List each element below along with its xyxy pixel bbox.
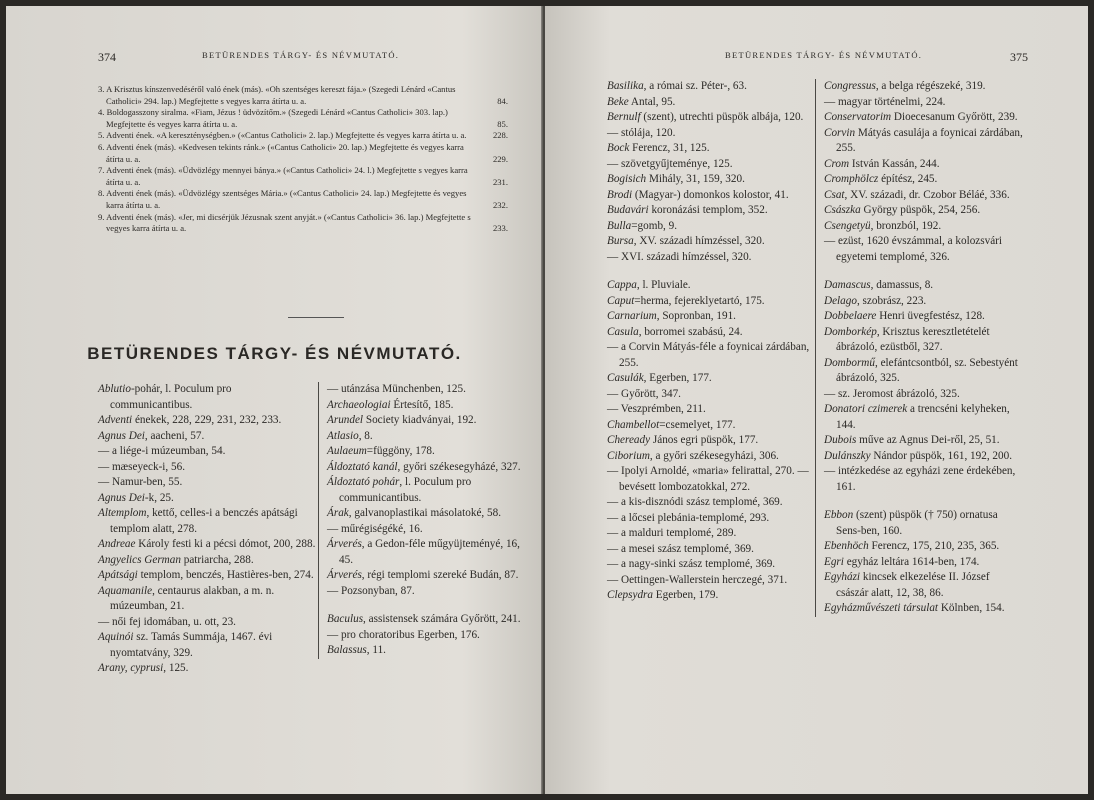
index-entry <box>607 464 813 495</box>
entry-references: — Veszprémben, 211. <box>607 403 706 415</box>
right-page <box>545 6 1088 794</box>
index-entry <box>607 387 813 403</box>
index-entry <box>607 95 813 111</box>
index-entry <box>607 110 813 126</box>
index-entry <box>98 413 316 429</box>
footnote <box>98 188 508 211</box>
index-entry <box>98 630 316 661</box>
entry-term: Conservatorim <box>824 111 892 123</box>
index-entry <box>607 172 813 188</box>
entry-term: Egyházművészeti társulat <box>824 602 939 614</box>
index-entry <box>607 188 813 204</box>
footnote <box>98 130 508 142</box>
index-entry <box>327 475 527 506</box>
index-entry <box>607 141 813 157</box>
entry-references: , l. Poculum pro communicantibus. <box>339 476 472 504</box>
footnote-text: 8. Adventi ének (más). «Üdvözlégy szentséges Mária.» («Cantus Catholici» 24. lap.) Megfejtette és vegyes karra átírta u. a. <box>98 188 467 210</box>
entry-term: Áldoztató pohár <box>327 476 400 488</box>
footnote-page-ref: 228. <box>492 130 508 141</box>
index-entry <box>607 573 813 589</box>
entry-references: — XVI. századi hímzéssel, 320. <box>607 250 752 263</box>
index-entry <box>327 398 527 414</box>
entry-references: György püspök, 254, 256. <box>860 204 981 216</box>
entry-references: , l. Pluviale. <box>636 279 691 291</box>
index-entry <box>824 278 1024 294</box>
entry-term: Cheready <box>607 434 651 446</box>
entry-references: , kettő, celles-i a benczés apátsági templom alatt, 278. <box>110 507 298 535</box>
entry-term: Adventi <box>98 414 133 426</box>
entry-term: Damascus <box>824 279 871 291</box>
entry-term: Carnarium <box>607 310 657 322</box>
entry-references: -k, 25. <box>144 491 174 504</box>
entry-references: -pohár, l. Poculum pro communicantibus. <box>110 383 232 411</box>
entry-references: =csemelyet, 177. <box>659 418 736 431</box>
footnote <box>98 212 508 235</box>
entry-term: Árverés <box>327 569 362 581</box>
page-number: 374 <box>98 50 116 64</box>
index-entry <box>98 568 316 584</box>
index-entry <box>327 537 527 568</box>
left-page <box>6 6 543 794</box>
entry-references: Ferencz, 31, 125. <box>629 142 710 154</box>
index-entry <box>824 309 1024 325</box>
entry-term: Ciborium <box>607 449 650 462</box>
index-entry <box>607 433 813 449</box>
index-entry <box>824 508 1024 539</box>
entry-term: Ebenhöch <box>824 540 869 552</box>
entry-references: =gomb, 9. <box>631 219 678 232</box>
entry-references: — Namur-ben, 55. <box>98 476 183 488</box>
entry-term: Ebbon <box>824 509 854 521</box>
index-entry <box>824 157 1024 173</box>
entry-references: Kölnben, 154. <box>938 602 1005 614</box>
letter-group-gap <box>327 599 527 612</box>
entry-references: , a római sz. Péter-, 63. <box>643 80 747 92</box>
entry-references: =függöny, 178. <box>366 445 435 457</box>
footnote-text: 5. Adventi ének. «A kereszténységben.» («Cantus Catholici» 2. lap.) Megfejtette és vegyes karra átírta u. a. <box>98 130 467 141</box>
entry-references: , a Gedon-féle műgyüjteményé, 16, 45. <box>339 538 520 566</box>
index-entry <box>607 309 813 325</box>
index-entry <box>824 539 1024 555</box>
entry-references: — Pozsonyban, 87. <box>327 584 415 597</box>
letter-group-gap <box>824 265 1024 278</box>
entry-references: patriarcha, 288. <box>180 553 254 566</box>
running-head: BETÜRENDES TÁRGY- ÉS NÉVMUTATÓ. <box>725 50 923 60</box>
index-entry <box>607 542 813 558</box>
entry-term: Bursa <box>607 235 634 247</box>
entry-references: — magyar történelmi, 224. <box>824 95 946 108</box>
entry-references: , aacheni, 57. <box>144 429 205 442</box>
entry-term: Balassus <box>327 644 367 656</box>
index-entry <box>327 568 527 584</box>
entry-term: Clepsydra <box>607 589 653 601</box>
entry-references: , 125. <box>163 662 189 674</box>
entry-term: Baculus <box>327 613 364 625</box>
entry-term: Arundel <box>327 414 364 426</box>
entry-references: kincsek elkezelése II. József császár alatt, 12, 38, 86. <box>836 571 990 599</box>
entry-references: — a Corvin Mátyás-féle a foynicai zárdában, 255. <box>607 341 810 369</box>
footnote-page-ref: 232. <box>492 199 508 210</box>
entry-references: Egerben, 179. <box>653 589 719 601</box>
index-entry <box>824 126 1024 157</box>
index-entry <box>824 402 1024 433</box>
letter-group-gap <box>824 495 1024 508</box>
index-entry <box>824 325 1024 356</box>
entry-references: , galvanoplastikai másolatoké, 58. <box>348 507 501 519</box>
entry-references: templom, benczés, Hastières-ben, 274. <box>137 569 314 581</box>
entry-references: , régi templomi szereké Budán, 87. <box>361 569 519 581</box>
index-entry <box>98 537 316 553</box>
index-entry <box>327 506 527 522</box>
index-entry <box>824 555 1024 571</box>
index-entry <box>824 464 1024 495</box>
index-entry <box>327 413 527 429</box>
entry-references: , 11. <box>366 644 386 656</box>
entry-term: Csengetyü <box>824 219 871 232</box>
entry-references: , 8. <box>358 429 373 442</box>
footnote-page-ref: 85. <box>497 118 508 129</box>
index-entry <box>824 172 1024 188</box>
index-entry <box>607 557 813 573</box>
footnote-text: 9. Adventi ének (más). «Jer, mi dicsérjük Jézusnak szent anyját.» («Cantus Catholici» 36. lap.) Megfejtette s vegyes karra átírta u. a. <box>98 211 471 234</box>
entry-references: — szövetgyűjteménye, 125. <box>607 157 733 170</box>
index-entry <box>98 661 316 677</box>
entry-term: Beke <box>607 95 629 108</box>
entry-term: Aquinói <box>98 631 134 643</box>
entry-term: Altemplom <box>98 507 147 519</box>
footnote <box>98 165 508 188</box>
index-entry <box>327 522 527 538</box>
entry-term: Caput <box>607 294 635 307</box>
entry-references: , Sopronban, 191. <box>656 310 736 322</box>
running-head: BETÜRENDES TÁRGY- ÉS NÉVMUTATÓ. <box>202 50 400 60</box>
index-entry <box>607 234 813 250</box>
entry-term: Arany, cyprusi <box>98 662 164 674</box>
index-entry <box>98 460 316 476</box>
entry-references: Károly festi ki a pécsi dómot, 200, 288. <box>135 538 316 550</box>
footnote-text: 3. A Krisztus kínszenvedéséről való ének (más). «Oh szentséges kereszt fája.» (Szegedi Lénárd «Cantus Catholici» 294. lap.) Megfejtette s vegyes karra átírta u. a. <box>98 84 456 106</box>
entry-term: Dombormű <box>824 356 875 369</box>
index-entry <box>607 250 813 266</box>
index-entry <box>824 294 1024 310</box>
index-entry <box>327 382 527 398</box>
index-entry <box>327 429 527 445</box>
index-entry <box>607 203 813 219</box>
index-entry <box>824 234 1024 265</box>
index-entry <box>824 95 1024 111</box>
entry-term: Casula <box>607 325 639 338</box>
entry-references: , elefántcsontból, sz. Sebestyént ábrázoló, 325. <box>836 356 1018 384</box>
index-entry <box>824 356 1024 387</box>
index-entry <box>607 371 813 387</box>
entry-references: , damassus, 8. <box>870 279 934 291</box>
index-entry <box>607 325 813 341</box>
entry-references: műve az Agnus Dei-ről, 25, 51. <box>856 434 1000 446</box>
entry-references: — intézkedése az egyházi zene érdekében, 161. <box>824 465 1016 493</box>
index-entry <box>607 418 813 434</box>
entry-references: , assistensek számára Győrött, 241. <box>363 613 521 625</box>
entry-term: Cromphölcz <box>824 173 879 185</box>
entry-term: Bogisich <box>607 173 647 185</box>
entry-references: egyház leltára 1614-ben, 174. <box>843 555 980 568</box>
footnote-page-ref: 233. <box>492 223 508 234</box>
index-entry <box>824 449 1024 465</box>
entry-term: Delago <box>824 294 857 307</box>
entry-term: Dubois <box>824 434 857 446</box>
entry-references: , Krisztus keresztletételét ábrázoló, ezüstből, 327. <box>836 325 990 353</box>
footnote <box>98 107 508 130</box>
entry-references: — Győrött, 347. <box>607 387 681 400</box>
index-entry <box>607 126 813 142</box>
index-entry <box>98 444 316 460</box>
entry-references: , centaurus alakban, a m. n. múzeumban, 21. <box>110 584 275 612</box>
entry-term: Domborkép <box>824 325 877 338</box>
footnote-page-ref: 231. <box>492 176 508 187</box>
index-entry <box>98 382 316 413</box>
index-entry <box>607 294 813 310</box>
index-entry <box>824 601 1024 617</box>
index-entry <box>824 203 1024 219</box>
index-entry <box>824 219 1024 235</box>
entry-references: — női fej idomában, u. ott, 23. <box>98 615 236 628</box>
index-column-4 <box>815 79 1024 617</box>
entry-term: Áldoztató kanál <box>327 460 398 473</box>
index-entry <box>327 628 527 644</box>
entry-references: Dioecesanum Győrött, 239. <box>891 111 1018 123</box>
entry-references: (szent) püspök († 750) ornatusa Sens-ben, 160. <box>836 509 998 537</box>
entry-references: , a belga régészeké, 319. <box>875 80 986 92</box>
entry-references: Society kiadványai, 192. <box>363 414 477 426</box>
entry-references: , borromei szabású, 24. <box>638 325 743 338</box>
entry-references: , győri székesegyházé, 327. <box>397 460 521 473</box>
entry-references: Henri üvegfestész, 128. <box>876 310 985 322</box>
entry-references: , bronzból, 192. <box>870 219 942 232</box>
entry-term: Egyházi <box>824 571 861 583</box>
index-entry <box>98 584 316 615</box>
entry-term: Ablutio <box>98 383 131 395</box>
entry-term: Archaeologiai <box>327 398 391 411</box>
entry-references: — Oettingen-Wallerstein herczegé, 371. <box>607 573 788 586</box>
entry-term: Crom <box>824 157 850 170</box>
entry-references: — a liége-i múzeumban, 54. <box>98 445 226 457</box>
entry-term: Egri <box>824 555 844 568</box>
footnote <box>98 84 508 107</box>
entry-term: Bock <box>607 142 630 154</box>
entry-term: Cappa <box>607 279 637 291</box>
index-entry <box>607 157 813 173</box>
index-entry <box>327 444 527 460</box>
entry-references: építész, 245. <box>878 173 938 185</box>
entry-term: Angyelics German <box>98 553 181 566</box>
entry-references: — a mesei szász templomé, 369. <box>607 542 754 555</box>
index-entry <box>607 340 813 371</box>
entry-references: Értesítő, 185. <box>390 398 454 411</box>
index-entry <box>327 643 527 659</box>
footnote-text: 4. Boldogasszony siralma. «Fiam, Jézus ! üdvözítőm.» (Szegedi Lénárd «Cantus Catholici» 303. lap.) Megfejtette és vegyes karra átírta u. a. <box>98 107 448 129</box>
entry-term: Casulák <box>607 372 644 384</box>
entry-term: Bernulf <box>607 111 641 123</box>
entry-references: Mihály, 31, 159, 320. <box>646 173 745 185</box>
index-entry <box>607 511 813 527</box>
entry-references: , szobrász, 223. <box>856 294 927 307</box>
entry-references: énekek, 228, 229, 231, 232, 233. <box>132 414 282 426</box>
entry-references: — a kis-disznódi szász templomé, 369. <box>607 496 783 508</box>
entry-term: Árverés <box>327 538 362 550</box>
entry-references: — a lőcsei plebánia-templomé, 293. <box>607 511 770 524</box>
index-entry <box>607 79 813 95</box>
entry-references: =herma, fejereklyetartó, 175. <box>634 294 765 307</box>
entry-references: — utánzása Münchenben, 125. <box>327 383 466 395</box>
entry-references: , a győri székesegyházi, 306. <box>649 449 779 462</box>
index-entry <box>98 553 316 569</box>
entry-term: Atlasio <box>327 429 359 442</box>
entry-term: Dobbelaere <box>824 310 877 322</box>
footnote-text: 7. Adventi ének (más). «Üdvözlégy mennyei bánya.» («Cantus Catholici» 24. l.) Megfejtette s vegyes karra átírta u. a. <box>98 165 468 187</box>
index-column-1 <box>98 382 316 677</box>
entry-term: Donatori czimerek <box>824 403 908 415</box>
index-entry <box>824 570 1024 601</box>
index-entry <box>607 402 813 418</box>
index-column-2 <box>318 382 527 659</box>
footnote-page-ref: 84. <box>497 95 508 106</box>
index-entry <box>327 612 527 628</box>
footnote-list <box>98 84 508 235</box>
entry-term: Apátsági <box>98 569 138 581</box>
entry-references: , XV. századi hímzéssel, 320. <box>633 235 765 247</box>
index-entry <box>607 588 813 604</box>
index-entry <box>607 278 813 294</box>
entry-references: — pro choratoribus Egerben, 176. <box>327 628 480 641</box>
index-entry <box>824 79 1024 95</box>
footnote-text: 6. Adventi ének (más). «Kedvesen tekints ránk.» («Cantus Catholici» 20. lap.) Megfejtette és vegyes karra átírta u. a. <box>98 141 464 164</box>
entry-references: a trencséni kelyheken, 144. <box>836 403 1010 431</box>
index-entry <box>824 188 1024 204</box>
entry-term: Basilika <box>607 80 644 92</box>
entry-term: Aulaeum <box>327 445 367 457</box>
entry-term: Budavári <box>607 204 649 216</box>
index-entry <box>607 526 813 542</box>
index-title: BETÜRENDES TÁRGY- ÉS NÉVMUTATÓ. <box>87 344 462 363</box>
entry-term: Corvin <box>824 126 856 139</box>
entry-term: Andreae <box>98 538 136 550</box>
entry-references: (Magyar-) domonkos kolostor, 41. <box>632 188 789 201</box>
entry-term: Congressus <box>824 80 876 92</box>
index-entry <box>824 387 1024 403</box>
index-entry <box>98 475 316 491</box>
entry-references: János egri püspök, 177. <box>650 434 759 446</box>
entry-references: — stólája, 120. <box>607 126 676 139</box>
entry-references: (szent), utrechti püspök albája, 120. <box>640 111 804 123</box>
entry-term: Árak <box>327 507 349 519</box>
entry-references: , XV. századi, dr. Czobor Béláé, 336. <box>844 188 1010 201</box>
index-column-3 <box>607 79 813 604</box>
footnote <box>98 142 508 165</box>
entry-references: Ferencz, 175, 210, 235, 365. <box>868 540 1000 552</box>
index-entry <box>327 584 527 600</box>
entry-references: — műrégiségéké, 16. <box>327 522 423 535</box>
entry-term: Chambellot <box>607 418 660 431</box>
entry-term: Agnus Dei <box>98 491 145 504</box>
entry-term: Aquamanile <box>98 584 153 597</box>
letter-group-gap <box>607 265 813 278</box>
index-entry <box>824 433 1024 449</box>
entry-references: koronázási templom, 352. <box>648 204 768 216</box>
entry-references: Antal, 95. <box>628 95 676 108</box>
index-entry <box>824 110 1024 126</box>
entry-references: , Egerben, 177. <box>643 372 712 384</box>
entry-references: Nándor püspök, 161, 192, 200. <box>870 449 1012 462</box>
index-entry <box>607 449 813 465</box>
footnote-page-ref: 229. <box>492 153 508 164</box>
entry-references: — a malduri templomé, 289. <box>607 527 737 539</box>
index-entry <box>607 219 813 235</box>
entry-references: Mátyás casulája a foynicai zárdában, 255. <box>836 126 1023 154</box>
entry-term: Császka <box>824 204 861 216</box>
entry-references: — ezüst, 1620 évszámmal, a kolozsvári egyetemi templomé, 326. <box>824 235 1003 263</box>
entry-references: — mæseyeck-i, 56. <box>98 460 185 473</box>
entry-references: — Ipolyi Arnoldé, «maria» felirattal, 270. — bevésett lombozatokkal, 272. <box>607 465 809 493</box>
page-number: 375 <box>1010 50 1028 64</box>
entry-term: Csat <box>824 188 845 201</box>
index-entry <box>327 460 527 476</box>
index-entry <box>607 495 813 511</box>
entry-term: Bulla <box>607 219 632 232</box>
entry-references: — a nagy-sinki szász templomé, 369. <box>607 558 776 570</box>
entry-references: — sz. Jeromost ábrázoló, 325. <box>824 387 960 400</box>
entry-term: Brodi <box>607 188 633 201</box>
entry-references: sz. Tamás Summája, 1467. évi nyomtatvány, 329. <box>110 631 273 659</box>
entry-term: Dulánszky <box>824 449 871 462</box>
entry-term: Agnus Dei <box>98 429 145 442</box>
index-entry <box>98 429 316 445</box>
index-entry <box>98 491 316 507</box>
entry-references: István Kassán, 244. <box>849 157 940 170</box>
index-entry <box>98 615 316 631</box>
index-entry <box>98 506 316 537</box>
section-rule <box>288 317 344 318</box>
